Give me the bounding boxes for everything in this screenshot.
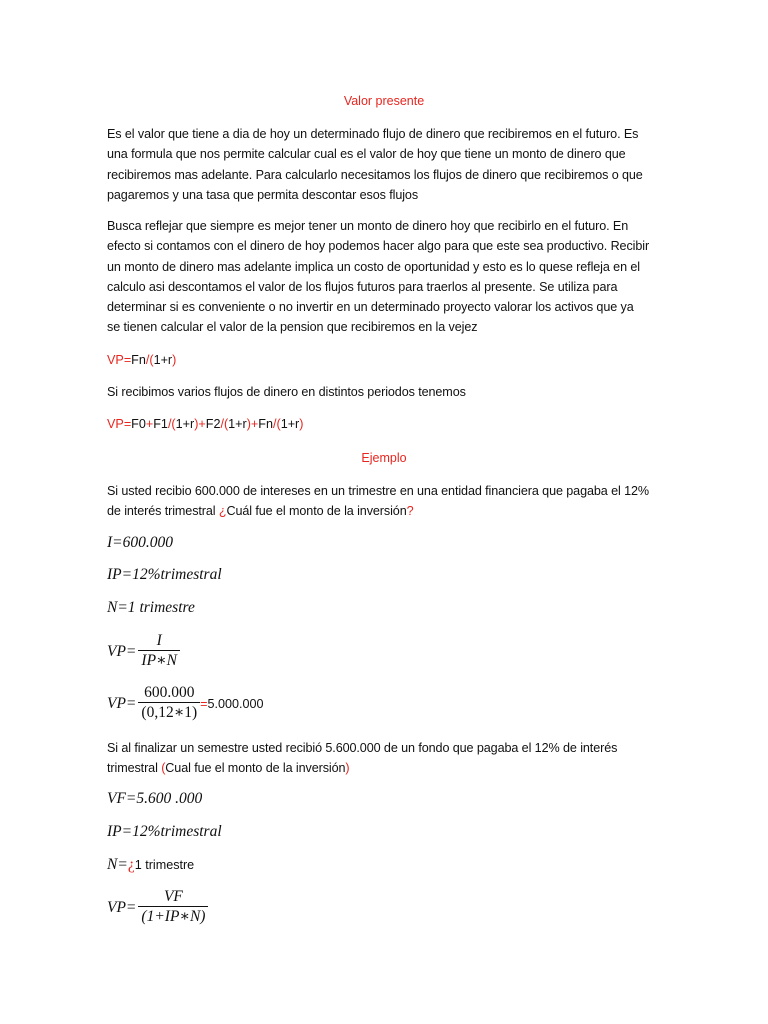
text-line: Busca reflejar que siempre es mejor tener un monto de dinero hoy que recibirlo en el futuro. En: [107, 219, 629, 233]
math-periods: N=¿1 trimestre: [107, 856, 195, 873]
example-heading: Ejemplo: [361, 451, 407, 465]
text-line: Si recibimos varios flujos de dinero en distintos periodos tenemos: [107, 385, 466, 399]
formula-multiple-flows: VP=F0+F1/(1+r)+F2/(1+r)+Fn/(1+r): [107, 417, 304, 431]
paragraph-multiple-flows: [107, 382, 667, 402]
example2-statement: [107, 738, 667, 779]
fraction: $\frac{I}{IP∗N}$: [138, 632, 180, 671]
paragraph-definition: [107, 124, 667, 205]
text-line: trimestral (Cual fue el monto de la inversión): [107, 761, 350, 776]
text-line: un monto de dinero mas adelante implica un costo de oportunidad y esto es lo quese refleja en el: [107, 259, 640, 274]
math-vp-formula: VP= $\frac{VF}{(1+IP∗N)}$: [107, 888, 208, 927]
paragraph-explanation: [107, 216, 667, 338]
math-interest: I=600.000: [107, 534, 173, 551]
math-rate: IP=12%trimestral: [107, 823, 222, 840]
formula-single-flow: VP=Fn/(1+r): [107, 353, 177, 367]
math-rate: IP=12%trimestral: [107, 566, 222, 583]
text-line: determinar si es conveniente o no invertir en un determinado proyecto valorar los activos que ya: [107, 300, 634, 315]
text-line: recibiremos mas adelante. Para calcularlo necesitamos los flujos de dinero que recibiremos o que: [107, 167, 643, 182]
text-line: efecto si contamos con el dinero de hoy podemos hacer algo para que este sea productivo. Recibir: [107, 239, 650, 254]
text-line: calculo asi descontamos el valor de los flujos futuros para traerlos al presente. Se utiliza para: [107, 279, 618, 294]
math-vp-calc: VP= $\frac{600.000}{(0,12∗1)}$ =5.000.000: [107, 684, 264, 721]
fraction: $\frac{VF}{(1+IP∗N)}$: [138, 888, 208, 927]
text-line: Si usted recibio 600.000 de intereses en un trimestre en una entidad financiera que pagaba el 12%: [107, 484, 650, 498]
text-line: una formula que nos permite calcular cual es el valor de hoy que tiene un monto de dinero que: [107, 147, 626, 162]
fraction: $\frac{600.000}{(0,12∗1)}$: [138, 684, 200, 723]
result-value: 5.000.000: [207, 696, 264, 711]
text-line: pagaremos y una tasa que permita descontar esos flujos: [107, 187, 419, 202]
text-line: se tienen calcular el valor de la pension que recibiremos en la vejez: [107, 320, 478, 335]
math-final-value: VF=5.600 .000: [107, 790, 203, 807]
math-periods: N=1 trimestre: [107, 599, 195, 616]
example1-statement: [107, 481, 667, 522]
text-line: Si al finalizar un semestre usted recibió 5.600.000 de un fondo que pagaba el 12% de interés: [107, 741, 618, 755]
page-title: Valor presente: [343, 94, 425, 108]
text-line: de interés trimestral ¿Cuál fue el monto de la inversión?: [107, 504, 414, 519]
math-vp-formula: VP= $\frac{I}{IP∗N}$: [107, 632, 180, 671]
text-line: Es el valor que tiene a dia de hoy un determinado flujo de dinero que recibiremos en el futuro. Es: [107, 127, 639, 141]
